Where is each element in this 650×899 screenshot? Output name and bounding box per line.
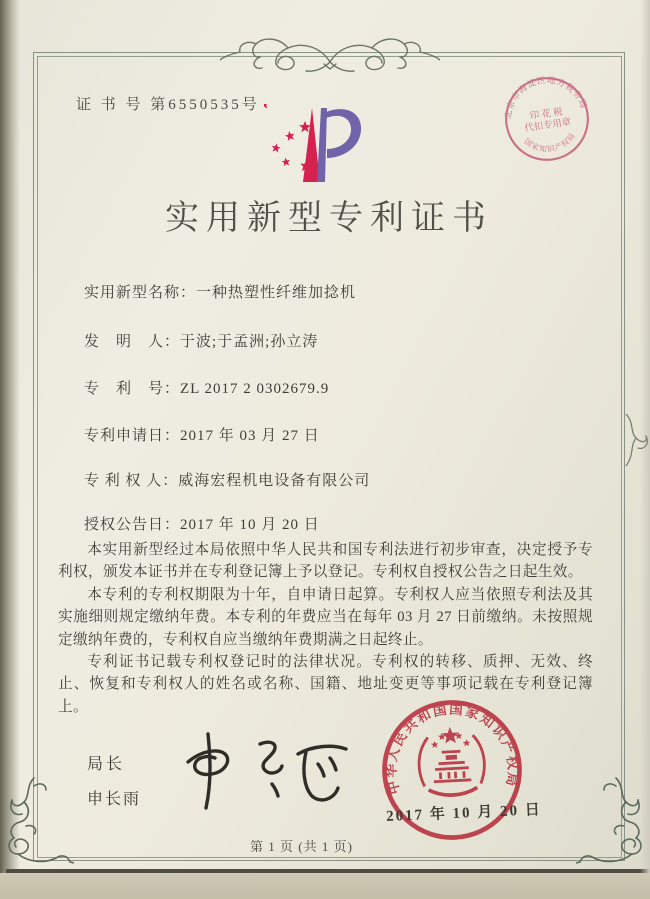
tax-stamp-center-line1: 印 花 税 bbox=[529, 107, 564, 122]
page-number: 第 1 页 (共 1 页) bbox=[250, 839, 353, 854]
field-inventors bbox=[84, 330, 318, 351]
tax-withholding-stamp bbox=[492, 64, 603, 175]
seal-ring-text: 中华人民共和国国家知识产权局 bbox=[383, 701, 521, 796]
cnipa-logo-icon bbox=[264, 104, 364, 188]
table-surface bbox=[0, 873, 650, 899]
tax-stamp-center-line2: 代扣专用章 bbox=[524, 117, 572, 135]
field-patent-number bbox=[84, 377, 329, 398]
field-patentee bbox=[84, 469, 370, 490]
certificate-number: 证 书 号 第6550535号 bbox=[76, 97, 260, 113]
field-value: 2017 年 03 月 27 日 bbox=[180, 428, 320, 444]
field-value: 于波;于孟洲;孙立涛 bbox=[180, 334, 319, 350]
field-label: 专 利 号： bbox=[84, 381, 181, 397]
field-value: 威海宏程机电设备有限公司 bbox=[178, 473, 371, 489]
right-edge-ornament bbox=[620, 414, 650, 466]
top-flourish-ornament bbox=[220, 36, 440, 80]
legal-paragraph-1: 本实用新型经过本局依照中华人民共和国专利法进行初步审查，决定授予专利权，颁发本证书并在专利登记簿上予以登记。专利权自授权公告之日起生效。 bbox=[58, 542, 593, 581]
field-utility-model-name bbox=[84, 281, 356, 302]
field-label: 专 利 权 人： bbox=[84, 473, 179, 489]
national-emblem-icon bbox=[417, 725, 486, 797]
field-label: 实用新型名称： bbox=[84, 285, 197, 301]
field-value: 一种热塑性纤维加捻机 bbox=[196, 285, 357, 301]
field-label: 专利申请日： bbox=[84, 428, 181, 444]
field-label: 发 明 人： bbox=[84, 334, 181, 350]
tax-stamp-arc-bottom: 国家知识产权局 bbox=[522, 130, 578, 154]
certificate-title: 实用新型专利证书 bbox=[165, 200, 493, 237]
director-title: 局长 bbox=[87, 756, 126, 773]
director-name: 申长雨 bbox=[87, 791, 142, 808]
bottom-right-corner-ornament bbox=[576, 776, 646, 866]
legal-paragraph-3: 专利证书记载专利权登记时的法律状况。专利权的转移、质押、无效、终止、恢复和专利权人的姓名或名称、国籍、地址变更等事项记载在专利登记簿上。 bbox=[58, 654, 593, 715]
director-signature bbox=[168, 728, 358, 820]
field-grant-date bbox=[84, 513, 320, 534]
field-value: ZL 2017 2 0302679.9 bbox=[180, 381, 330, 397]
book-spine-shadow bbox=[0, 0, 20, 899]
field-label: 授权公告日： bbox=[84, 517, 181, 533]
field-value: 2017 年 10 月 20 日 bbox=[180, 517, 320, 533]
field-filing-date bbox=[84, 424, 320, 445]
legal-paragraph-2: 本专利的专利权期限为十年，自申请日起算。专利权人应当依照专利法及其实施细则规定缴纳年费。本专利的年费应当在每年 03 月 27 日前缴纳。未按照规定缴纳年费的，专利权自应当缴纳年费期满之日起终止。 bbox=[58, 586, 593, 648]
tax-stamp-arc-top: 北京市海淀区地方税务局 bbox=[502, 74, 590, 120]
seal-date: 2017 年 10 月 20 日 bbox=[385, 802, 543, 825]
